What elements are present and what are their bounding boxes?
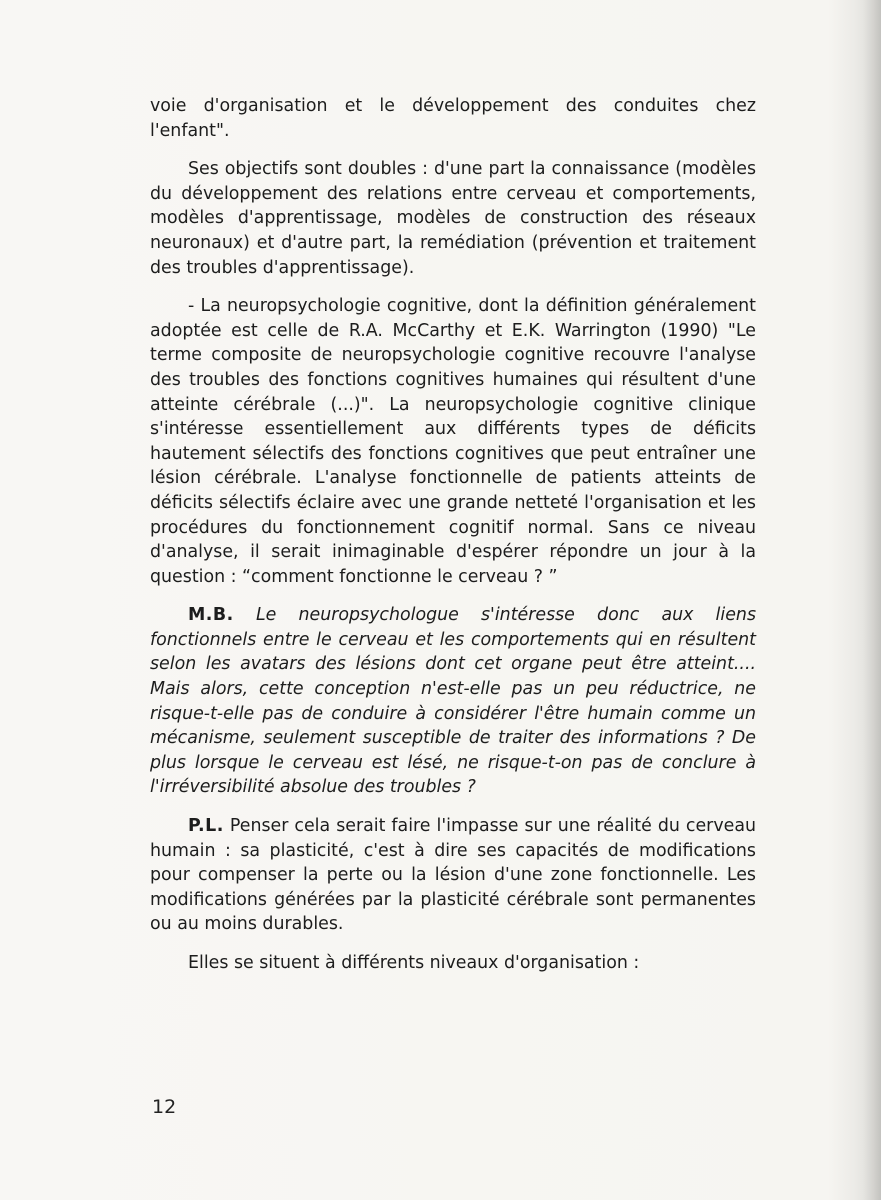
paragraph-text: Penser cela serait faire l'impasse sur une réalité du cerveau humain : sa plasticité, c'est à dire ses capacités de modifications pour compenser la perte ou la lésion d'une zone fonctionnelle. Les modifications générées par la plasticité cérébrale sont permanentes ou au moins durables. xyxy=(150,816,756,935)
paragraph-answer-pl xyxy=(150,814,756,937)
page-number: 12 xyxy=(152,1096,177,1118)
paragraph-objectives xyxy=(150,157,756,280)
paragraph-text: voie d'organisation et le développement des conduites chez l'enfant". xyxy=(150,96,756,141)
paragraph-text: - La neuropsychologie cognitive, dont la définition généralement adoptée est celle de R.A. McCarthy et E.K. Warrington (1990) "Le terme composite de neuropsychologie cognitive recouvre l'analyse des troubles des fonctions cognitives humaines qui résultent d'une atteinte cérébrale (...)". La neuropsychologie cognitive clinique s'intéresse essentiellement aux différents types de déficits hautement sélectifs des fonctions cognitives que peut entraîner une lésion cérébrale. L'analyse fonctionnelle de patients atteints de déficits sélectifs éclaire avec une grande netteté l'organisation et les procédures du fonctionnement cognitif normal. Sans ce niveau d'analyse, il serait inimaginable d'espérer répondre un jour à la question : “comment fonctionne le cerveau ? ” xyxy=(150,296,756,587)
body-text xyxy=(150,94,756,976)
page-edge-shadow xyxy=(863,0,881,1200)
speaker-label: M.B. xyxy=(188,605,234,626)
paragraph-question-mb xyxy=(150,603,756,800)
paragraph-text: Ses objectifs sont doubles : d'une part la connaissance (modèles du développement des relations entre cerveau et comportements, modèles d'apprentissage, modèles de construction des réseaux neuronaux) et d'autre part, la remédiation (prévention et traitement des troubles d'apprentissage). xyxy=(150,159,756,278)
paragraph-neuropsychology-cognitive xyxy=(150,294,756,589)
paragraph-text: Le neuropsychologue s'intéresse donc aux liens fonctionnels entre le cerveau et les comportements qui en résultent selon les avatars des lésions dont cet organe peut être atteint.... Mais alors, cette conception n'est-elle pas un peu réductrice, ne risque-t-elle pas de conduire à considérer l'être humain comme un mécanisme, seulement susceptible de traiter des informations ? De plus lorsque le cerveau est lésé, ne risque-t-on pas de conclure à l'irréversibilité absolue des troubles ? xyxy=(150,605,757,798)
paragraph-continuation xyxy=(150,94,756,143)
paragraph-levels xyxy=(150,951,756,976)
speaker-label: P.L. xyxy=(188,816,224,837)
paragraph-text: Elles se situent à différents niveaux d'organisation : xyxy=(188,953,640,973)
